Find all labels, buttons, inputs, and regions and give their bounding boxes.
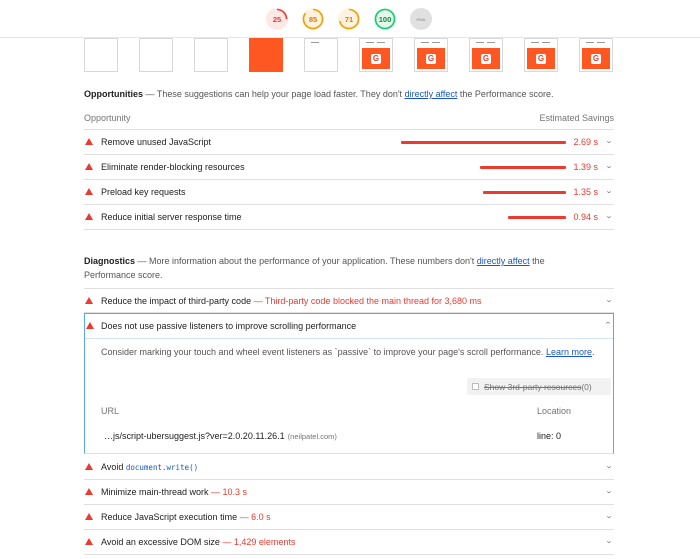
savings-value: 1.39 s bbox=[573, 162, 598, 172]
diagnostic-title-text: Reduce JavaScript execution time bbox=[101, 512, 238, 522]
diagnostic-row[interactable] bbox=[84, 530, 614, 555]
opportunity-title: Reduce initial server response time bbox=[101, 212, 242, 222]
diagnostics-description: — More information about the performance of your application. These numbers don't bbox=[135, 256, 477, 266]
filmstrip-frame bbox=[524, 38, 558, 72]
fail-triangle-icon bbox=[85, 463, 93, 470]
passive-listeners-panel bbox=[84, 313, 614, 454]
opportunity-row[interactable] bbox=[84, 180, 614, 205]
performance-score-gauge[interactable] bbox=[266, 8, 288, 30]
opportunities-description: — These suggestions can help your page load faster. They don't bbox=[143, 89, 405, 99]
savings-value: 0.94 s bbox=[573, 212, 598, 222]
diagnostic-row[interactable] bbox=[84, 288, 614, 313]
google-logo-icon: G bbox=[482, 53, 490, 63]
opportunity-title: Eliminate render-blocking resources bbox=[101, 162, 245, 172]
url-column-header: URL bbox=[101, 406, 120, 416]
opportunity-row[interactable] bbox=[84, 205, 614, 230]
chevron-down-icon[interactable]: ⌄ bbox=[604, 463, 614, 470]
accessibility-score-value: 85 bbox=[308, 14, 318, 24]
resource-location: line: 0 bbox=[537, 431, 562, 441]
seo-score-gauge[interactable] bbox=[374, 8, 396, 30]
diagnostic-title bbox=[101, 487, 247, 497]
diagnostic-title: Does not use passive listeners to improve scrolling performance bbox=[101, 321, 357, 331]
fail-triangle-icon bbox=[85, 138, 93, 145]
opportunity-title: Remove unused JavaScript bbox=[101, 137, 212, 147]
opportunities-column-header bbox=[84, 110, 614, 130]
chevron-down-icon[interactable]: ⌄ bbox=[604, 213, 614, 220]
best-practices-score-gauge[interactable] bbox=[338, 8, 360, 30]
resource-url[interactable] bbox=[104, 431, 337, 441]
score-header bbox=[0, 0, 700, 38]
chevron-down-icon[interactable]: ⌄ bbox=[604, 188, 614, 195]
directly-affect-link[interactable]: directly affect bbox=[404, 89, 458, 99]
chevron-down-icon[interactable]: ⌄ bbox=[604, 513, 614, 520]
diagnostic-title bbox=[101, 462, 198, 472]
chevron-down-icon[interactable]: ⌄ bbox=[604, 138, 614, 145]
diagnostic-title bbox=[101, 537, 295, 547]
google-logo-icon: G bbox=[427, 53, 435, 63]
fail-triangle-icon bbox=[85, 513, 93, 520]
diagnostic-title bbox=[101, 296, 482, 306]
show-third-party-toggle[interactable] bbox=[467, 378, 611, 395]
resource-host: (neilpatel.com) bbox=[287, 432, 337, 441]
third-party-toggle-label: Show 3rd-party resources bbox=[484, 381, 582, 392]
fail-triangle-icon bbox=[86, 322, 94, 329]
resource-url-text: …js/script-ubersuggest.js?ver=2.0.20.11.26.1 bbox=[104, 431, 285, 441]
filmstrip-frame bbox=[249, 38, 283, 72]
chevron-down-icon[interactable]: ⌄ bbox=[604, 488, 614, 495]
third-party-detail: — Third-party code blocked the main thread for 3,680 ms bbox=[251, 296, 482, 306]
passive-listeners-summary[interactable] bbox=[85, 314, 613, 339]
filmstrip-frame bbox=[414, 38, 448, 72]
diagnostic-code: document.write() bbox=[125, 463, 199, 472]
filmstrip-frame bbox=[194, 38, 228, 72]
filmstrip-frame bbox=[84, 38, 118, 72]
google-logo-icon: G bbox=[372, 53, 380, 63]
fail-triangle-icon bbox=[85, 297, 93, 304]
third-party-title: Reduce the impact of third-party code bbox=[101, 296, 252, 306]
performance-score-value: 25 bbox=[272, 14, 282, 24]
savings-bar bbox=[401, 141, 566, 144]
location-column-header: Location bbox=[537, 406, 572, 416]
diagnostic-row[interactable] bbox=[84, 455, 614, 480]
diagnostic-row[interactable] bbox=[84, 505, 614, 530]
third-party-checkbox[interactable] bbox=[472, 383, 479, 390]
pwa-score-gauge[interactable] bbox=[410, 8, 432, 30]
diagnostic-detail: — 10.3 s bbox=[208, 487, 248, 497]
fail-triangle-icon bbox=[85, 488, 93, 495]
filmstrip-frame bbox=[579, 38, 613, 72]
chevron-down-icon[interactable]: ⌄ bbox=[604, 538, 614, 545]
diagnostic-title bbox=[101, 512, 271, 522]
diagnostic-detail: — 1,429 elements bbox=[219, 537, 296, 547]
diagnostics-title: Diagnostics bbox=[84, 256, 136, 266]
fail-triangle-icon bbox=[85, 538, 93, 545]
savings-value: 1.35 s bbox=[573, 187, 598, 197]
filmstrip-frame bbox=[359, 38, 393, 72]
estimated-savings-column-label: Estimated Savings bbox=[539, 113, 614, 123]
savings-bar bbox=[480, 166, 566, 169]
diagnostic-detail: — 6.0 s bbox=[237, 512, 271, 522]
filmstrip-frame bbox=[139, 38, 173, 72]
seo-score-value: 100 bbox=[378, 14, 392, 24]
google-logo-icon: G bbox=[537, 53, 545, 63]
accessibility-score-gauge[interactable] bbox=[302, 8, 324, 30]
filmstrip-frame bbox=[469, 38, 503, 72]
diagnostic-title-text: Avoid bbox=[101, 462, 126, 472]
fail-triangle-icon bbox=[85, 188, 93, 195]
fail-triangle-icon bbox=[85, 163, 93, 170]
directly-affect-link[interactable]: directly affect bbox=[476, 256, 530, 266]
google-logo-icon: G bbox=[592, 53, 600, 63]
diagnostic-title-text: Minimize main-thread work bbox=[101, 487, 209, 497]
learn-more-link[interactable]: Learn more bbox=[545, 347, 592, 357]
chevron-up-icon[interactable]: ⌃ bbox=[603, 322, 613, 329]
diagnostics-description-end: the Performance score. bbox=[84, 256, 545, 280]
filmstrip-frame bbox=[304, 38, 338, 72]
fail-triangle-icon bbox=[85, 213, 93, 220]
savings-bar bbox=[483, 191, 566, 194]
diagnostics-header bbox=[84, 255, 594, 282]
chevron-down-icon[interactable]: ⌄ bbox=[604, 163, 614, 170]
diagnostic-row[interactable] bbox=[84, 480, 614, 505]
savings-value: 2.69 s bbox=[573, 137, 598, 147]
opportunity-row[interactable] bbox=[84, 130, 614, 155]
chevron-down-icon[interactable]: ⌄ bbox=[604, 297, 614, 304]
description-text: Consider marking your touch and wheel event listeners as `passive` to improve your page's scroll performance. bbox=[101, 347, 546, 357]
opportunities-description-end: the Performance score. bbox=[457, 89, 554, 99]
passive-listeners-description: Consider marking your touch and wheel event listeners as `passive` to improve your page's scroll performance. Learn more. bbox=[101, 347, 595, 357]
pwa-score-value: PWA bbox=[416, 16, 426, 22]
opportunities-title: Opportunities bbox=[84, 89, 143, 99]
savings-bar bbox=[508, 216, 566, 219]
diagnostic-title-text: Avoid an excessive DOM size bbox=[101, 537, 220, 547]
opportunities-header bbox=[84, 88, 614, 102]
third-party-count: (0) bbox=[581, 381, 592, 392]
opportunity-column-label: Opportunity bbox=[84, 113, 131, 123]
opportunity-title: Preload key requests bbox=[101, 187, 186, 197]
opportunity-row[interactable] bbox=[84, 155, 614, 180]
best-practices-score-value: 71 bbox=[344, 14, 354, 24]
